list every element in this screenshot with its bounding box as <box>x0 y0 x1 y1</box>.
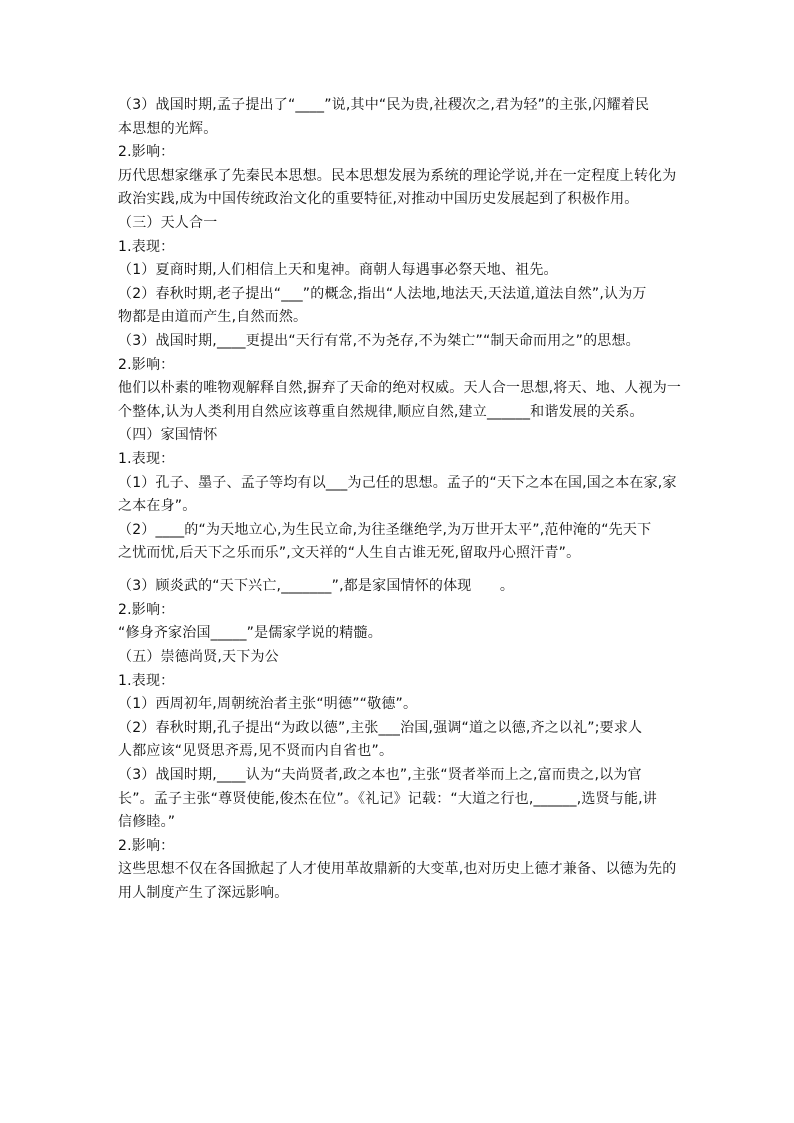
text-line: 2.影响： <box>118 356 175 373</box>
text-line: 本思想的光辉。 <box>118 120 218 137</box>
text-line: （3）战国时期,____更提出“天行有常,不为尧存,不为桀亡”“制天命而用之”的思想。 <box>118 332 640 349</box>
text-line: 之本在身”。 <box>118 498 197 515</box>
text-line: 1.表现： <box>118 238 175 255</box>
text-line: 人都应该“见贤思齐焉,见不贤而内自省也”。 <box>118 743 394 760</box>
text-line: （3）顾炎武的“天下兴亡,_______”,都是家国情怀的体现 。 <box>118 578 515 595</box>
text-line: （1）夏商时期,人们相信上天和鬼神。商朝人每遇事必祭天地、祖先。 <box>118 262 558 279</box>
section-heading: （四）家国情怀 <box>118 427 218 444</box>
text-line: 这些思想不仅在各国掀起了人才使用革故鼎新的大变革,也对历史上德才兼备、以德为先的 <box>118 861 677 878</box>
text-line: 之忧而忧,后天下之乐而乐”,文天祥的“人生自古谁无死,留取丹心照汗青”。 <box>118 545 581 562</box>
text-line: 2.影响： <box>118 601 175 618</box>
text-line: 个整体,认为人类利用自然应该尊重自然规律,顺应自然,建立______和谐发展的关系。 <box>118 403 644 420</box>
text-line: （1）西周初年,周朝统治者主张“明德”“敬德”。 <box>118 696 418 713</box>
text-line: （2）春秋时期,孔子提出“为政以德”,主张___治国,强调“道之以德,齐之以礼”;要求人 <box>118 719 643 736</box>
text-line: 物都是由道而产生,自然而然。 <box>118 309 308 326</box>
text-line: 他们以朴素的唯物观解释自然,摒弃了天命的绝对权威。天人合一思想,将天、地、人视为一 <box>118 380 682 397</box>
text-line: 1.表现： <box>118 450 175 467</box>
text-line: （3）战国时期,____认为“夫尚贤者,政之本也”,主张“贤者举而上之,富而贵之,以为官 <box>118 767 642 784</box>
text-line: （3）战国时期,孟子提出了“____”说,其中“民为贵,社稷次之,君为轻”的主张,闪耀着民 <box>118 97 650 113</box>
text-line: （2）____的“为天地立心,为生民立命,为往圣继绝学,为万世开太平”,范仲淹的“先天下 <box>118 521 652 538</box>
text-line: 历代思想家继承了先秦民本思想。民本思想发展为系统的理论学说,并在一定程度上转化为 <box>118 167 677 184</box>
section-heading: （五）崇德尚贤,天下为公 <box>118 649 279 666</box>
section-heading: （三）天人合一 <box>118 214 218 231</box>
text-line: 政治实践,成为中国传统政治文化的重要特征,对推动中国历史发展起到了积极作用。 <box>118 191 639 208</box>
text-line: 2.影响： <box>118 144 175 161</box>
text-line: 1.表现： <box>118 672 175 689</box>
text-line: 用人制度产生了深远影响。 <box>118 885 289 901</box>
text-line: “修身齐家治国_____”是儒家学说的精髓。 <box>118 625 382 642</box>
text-line: （1）孔子、墨子、孟子等均有以___为己任的思想。孟子的“天下之本在国,国之本在家,家 <box>118 474 677 491</box>
document-page <box>118 95 682 907</box>
text-line: 长”。孟子主张“尊贤使能,俊杰在位”。《礼记》记载：“大道之行也,______,选贤与能,讲 <box>118 790 658 807</box>
text-line: （2）春秋时期,老子提出“___”的概念,指出“人法地,地法天,天法道,道法自然”,认为万 <box>118 285 647 302</box>
text-line: 2.影响： <box>118 837 175 854</box>
text-line: 信修睦。” <box>118 814 176 831</box>
